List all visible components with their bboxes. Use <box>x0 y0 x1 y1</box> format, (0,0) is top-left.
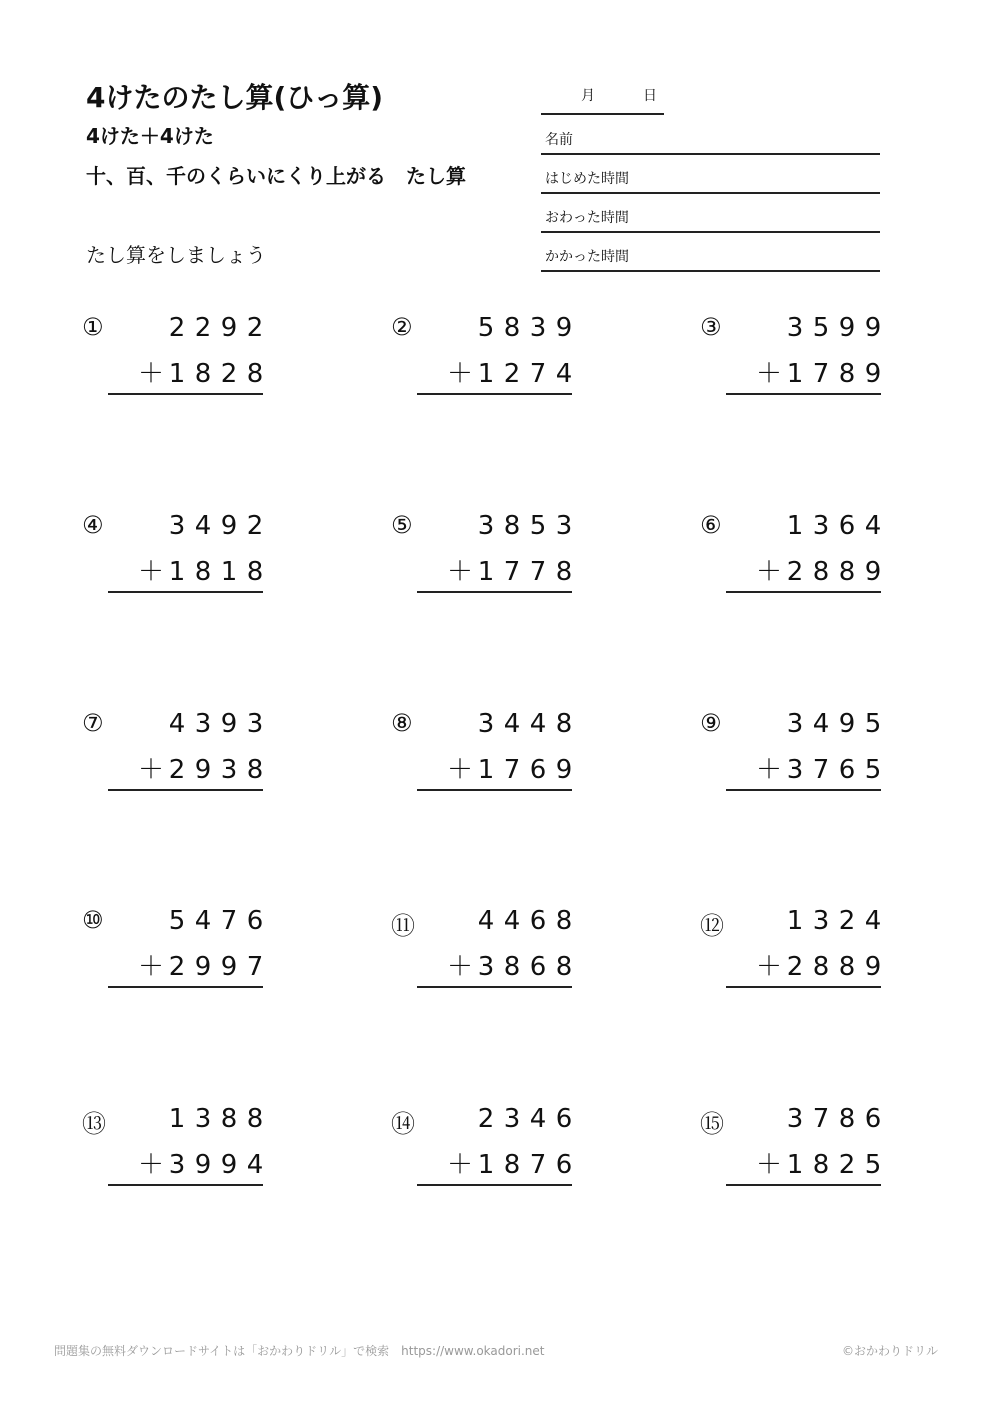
plus-sign: ＋ <box>756 952 783 982</box>
digit: 9 <box>194 952 212 982</box>
problem-3 <box>700 313 1000 403</box>
digit: 1 <box>477 359 495 389</box>
plus-sign: ＋ <box>447 755 474 785</box>
digit: 9 <box>864 557 882 587</box>
problem-number: ⑮ <box>700 1110 724 1138</box>
problem-9 <box>700 709 1000 799</box>
augend <box>726 906 886 936</box>
addend-row <box>417 1144 577 1181</box>
augend <box>417 906 577 936</box>
digit: 5 <box>864 1150 882 1180</box>
augend <box>726 511 886 541</box>
digit: 1 <box>477 1150 495 1180</box>
digit: 6 <box>246 906 264 936</box>
problem-7 <box>82 709 386 799</box>
problem-number: ⑬ <box>82 1110 106 1138</box>
plus-sign: ＋ <box>756 557 783 587</box>
augend <box>108 709 268 739</box>
problem-number: ⑭ <box>391 1110 415 1138</box>
digit: 1 <box>786 1150 804 1180</box>
plus-sign: ＋ <box>138 557 165 587</box>
problem-number: ⑧ <box>391 709 413 737</box>
digit: 5 <box>864 709 882 739</box>
digit: 9 <box>220 511 238 541</box>
plus-sign: ＋ <box>756 755 783 785</box>
problem-number: ④ <box>82 511 104 539</box>
digit: 3 <box>477 709 495 739</box>
digit: 7 <box>503 755 521 785</box>
addend-row <box>726 1144 886 1181</box>
digit: 4 <box>246 1150 264 1180</box>
digit: 9 <box>194 1150 212 1180</box>
addend <box>473 557 577 587</box>
addend-row <box>417 749 577 786</box>
addend-row <box>108 749 268 786</box>
addend-row <box>417 551 577 588</box>
answer-line[interactable] <box>726 986 881 988</box>
digit: 4 <box>864 906 882 936</box>
problem-4 <box>82 511 386 601</box>
digit: 2 <box>246 511 264 541</box>
problem-number: ⑨ <box>700 709 722 737</box>
digit: 2 <box>246 313 264 343</box>
problem-number: ⑪ <box>391 912 415 940</box>
digit: 7 <box>503 557 521 587</box>
digit: 3 <box>246 709 264 739</box>
addend <box>164 557 268 587</box>
digit: 8 <box>194 359 212 389</box>
digit: 8 <box>838 359 856 389</box>
digit: 6 <box>838 755 856 785</box>
augend <box>108 1104 268 1134</box>
footer-site-text: 問題集の無料ダウンロードサイトは「おかわりドリル」で検索 https://www.okadori.net <box>54 1344 545 1358</box>
answer-line[interactable] <box>108 393 263 395</box>
problem-number: ① <box>82 313 104 341</box>
page-subtitle: 4けた＋4けた <box>86 124 214 148</box>
digit: 9 <box>555 313 573 343</box>
page-subtitle-detail: 十、百、千のくらいにくり上がる たし算 <box>86 164 466 188</box>
answer-line[interactable] <box>108 986 263 988</box>
digit: 3 <box>812 906 830 936</box>
digit: 2 <box>168 755 186 785</box>
digit: 3 <box>503 1104 521 1134</box>
digit: 9 <box>194 755 212 785</box>
digit: 8 <box>838 1104 856 1134</box>
digit: 8 <box>555 709 573 739</box>
digit: 5 <box>812 313 830 343</box>
digit: 4 <box>529 1104 547 1134</box>
digit: 3 <box>786 1104 804 1134</box>
augend <box>417 313 577 343</box>
page-title: 4けたのたし算(ひっ算) <box>86 81 384 114</box>
problem-13 <box>82 1104 386 1194</box>
digit: 6 <box>864 1104 882 1134</box>
start-time-label: はじめた時間 <box>545 171 629 187</box>
digit: 2 <box>168 313 186 343</box>
augend <box>108 313 268 343</box>
digit: 4 <box>529 709 547 739</box>
addend <box>164 952 268 982</box>
addend <box>782 359 886 389</box>
answer-line[interactable] <box>726 789 881 791</box>
problem-number: ⑤ <box>391 511 413 539</box>
problem-6 <box>700 511 1000 601</box>
digit: 8 <box>555 906 573 936</box>
digit: 7 <box>220 906 238 936</box>
digit: 1 <box>168 359 186 389</box>
digit: 1 <box>168 557 186 587</box>
month-label: 月 <box>581 88 595 104</box>
digit: 3 <box>477 952 495 982</box>
digit: 7 <box>812 1104 830 1134</box>
footer-copyright: ©おかわりドリル <box>841 1344 938 1358</box>
answer-line[interactable] <box>417 591 572 593</box>
name-field[interactable] <box>541 116 880 155</box>
plus-sign: ＋ <box>756 1150 783 1180</box>
digit: 1 <box>477 755 495 785</box>
plus-sign: ＋ <box>756 359 783 389</box>
answer-line[interactable] <box>417 789 572 791</box>
problem-2 <box>391 313 695 403</box>
addend <box>164 1150 268 1180</box>
digit: 9 <box>864 952 882 982</box>
problem-number: ② <box>391 313 413 341</box>
addend-row <box>108 1144 268 1181</box>
digit: 7 <box>529 1150 547 1180</box>
digit: 3 <box>220 755 238 785</box>
addend-row <box>726 551 886 588</box>
addend <box>473 1150 577 1180</box>
addend <box>782 1150 886 1180</box>
digit: 8 <box>246 1104 264 1134</box>
digit: 8 <box>812 1150 830 1180</box>
digit: 3 <box>812 511 830 541</box>
digit: 8 <box>503 952 521 982</box>
digit: 8 <box>503 1150 521 1180</box>
name-label: 名前 <box>545 132 573 148</box>
digit: 3 <box>786 709 804 739</box>
augend <box>726 1104 886 1134</box>
addend <box>782 557 886 587</box>
date-field[interactable] <box>541 84 664 115</box>
digit: 4 <box>503 906 521 936</box>
digit: 9 <box>864 313 882 343</box>
digit: 3 <box>194 1104 212 1134</box>
digit: 8 <box>838 952 856 982</box>
addend-row <box>108 353 268 390</box>
digit: 9 <box>220 709 238 739</box>
elapsed-time-field[interactable] <box>541 233 880 272</box>
digit: 2 <box>838 906 856 936</box>
problem-12 <box>700 906 1000 996</box>
addend-row <box>108 946 268 983</box>
addend <box>473 359 577 389</box>
digit: 2 <box>838 1150 856 1180</box>
digit: 4 <box>503 709 521 739</box>
digit: 8 <box>812 952 830 982</box>
digit: 8 <box>246 755 264 785</box>
addend <box>473 755 577 785</box>
augend <box>108 511 268 541</box>
digit: 1 <box>786 359 804 389</box>
digit: 6 <box>529 952 547 982</box>
problem-1 <box>82 313 386 403</box>
digit: 9 <box>838 709 856 739</box>
answer-line[interactable] <box>726 1184 881 1186</box>
digit: 3 <box>786 755 804 785</box>
day-label: 日 <box>643 88 657 104</box>
digit: 4 <box>194 906 212 936</box>
addend-row <box>108 551 268 588</box>
answer-line[interactable] <box>417 986 572 988</box>
digit: 9 <box>555 755 573 785</box>
digit: 6 <box>838 511 856 541</box>
addend <box>782 952 886 982</box>
digit: 3 <box>786 313 804 343</box>
answer-line[interactable] <box>417 393 572 395</box>
plus-sign: ＋ <box>138 1150 165 1180</box>
digit: 8 <box>555 557 573 587</box>
end-time-field[interactable] <box>541 194 880 233</box>
digit: 7 <box>812 359 830 389</box>
digit: 4 <box>168 709 186 739</box>
end-time-label: おわった時間 <box>545 210 629 226</box>
digit: 7 <box>246 952 264 982</box>
augend <box>108 906 268 936</box>
addend-row <box>726 946 886 983</box>
augend <box>726 313 886 343</box>
digit: 3 <box>529 313 547 343</box>
digit: 9 <box>220 952 238 982</box>
digit: 4 <box>477 906 495 936</box>
digit: 4 <box>194 511 212 541</box>
start-time-field[interactable] <box>541 155 880 194</box>
digit: 7 <box>529 557 547 587</box>
digit: 9 <box>220 1150 238 1180</box>
digit: 2 <box>786 557 804 587</box>
problem-number: ⑥ <box>700 511 722 539</box>
digit: 1 <box>786 511 804 541</box>
digit: 1 <box>220 557 238 587</box>
digit: 4 <box>864 511 882 541</box>
digit: 1 <box>477 557 495 587</box>
problem-5 <box>391 511 695 601</box>
digit: 2 <box>168 952 186 982</box>
answer-line[interactable] <box>726 393 881 395</box>
digit: 8 <box>503 511 521 541</box>
problem-15 <box>700 1104 1000 1194</box>
digit: 4 <box>812 709 830 739</box>
addend <box>164 755 268 785</box>
digit: 5 <box>864 755 882 785</box>
digit: 9 <box>220 313 238 343</box>
augend <box>417 1104 577 1134</box>
digit: 8 <box>555 952 573 982</box>
digit: 1 <box>786 906 804 936</box>
digit: 8 <box>194 557 212 587</box>
digit: 2 <box>194 313 212 343</box>
addend-row <box>417 353 577 390</box>
digit: 1 <box>168 1104 186 1134</box>
plus-sign: ＋ <box>138 359 165 389</box>
answer-line[interactable] <box>108 1184 263 1186</box>
answer-line[interactable] <box>726 591 881 593</box>
answer-line[interactable] <box>108 789 263 791</box>
augend <box>726 709 886 739</box>
digit: 3 <box>194 709 212 739</box>
addend <box>164 359 268 389</box>
problem-number: ③ <box>700 313 722 341</box>
digit: 2 <box>786 952 804 982</box>
digit: 8 <box>246 359 264 389</box>
addend-row <box>417 946 577 983</box>
digit: 6 <box>555 1150 573 1180</box>
augend <box>417 511 577 541</box>
plus-sign: ＋ <box>447 952 474 982</box>
addend-row <box>726 353 886 390</box>
problem-number: ⑩ <box>82 906 104 934</box>
augend <box>417 709 577 739</box>
plus-sign: ＋ <box>138 952 165 982</box>
digit: 3 <box>168 511 186 541</box>
digit: 2 <box>477 1104 495 1134</box>
digit: 5 <box>529 511 547 541</box>
digit: 8 <box>220 1104 238 1134</box>
digit: 8 <box>503 313 521 343</box>
digit: 6 <box>555 1104 573 1134</box>
plus-sign: ＋ <box>447 359 474 389</box>
digit: 6 <box>529 906 547 936</box>
digit: 7 <box>812 755 830 785</box>
problem-10 <box>82 906 386 996</box>
digit: 3 <box>555 511 573 541</box>
problem-8 <box>391 709 695 799</box>
digit: 2 <box>220 359 238 389</box>
digit: 6 <box>529 755 547 785</box>
addend <box>782 755 886 785</box>
problem-number: ⑫ <box>700 912 724 940</box>
digit: 5 <box>168 906 186 936</box>
digit: 5 <box>477 313 495 343</box>
instruction-text: たし算をしましょう <box>86 243 266 267</box>
plus-sign: ＋ <box>447 1150 474 1180</box>
digit: 9 <box>838 313 856 343</box>
digit: 9 <box>864 359 882 389</box>
digit: 8 <box>246 557 264 587</box>
digit: 3 <box>168 1150 186 1180</box>
problem-number: ⑦ <box>82 709 104 737</box>
digit: 7 <box>529 359 547 389</box>
digit: 3 <box>477 511 495 541</box>
plus-sign: ＋ <box>138 755 165 785</box>
addend <box>473 952 577 982</box>
digit: 2 <box>503 359 521 389</box>
digit: 8 <box>838 557 856 587</box>
digit: 8 <box>812 557 830 587</box>
problem-11 <box>391 906 695 996</box>
addend-row <box>726 749 886 786</box>
plus-sign: ＋ <box>447 557 474 587</box>
problem-14 <box>391 1104 695 1194</box>
elapsed-time-label: かかった時間 <box>545 249 629 265</box>
digit: 4 <box>555 359 573 389</box>
answer-line[interactable] <box>108 591 263 593</box>
answer-line[interactable] <box>417 1184 572 1186</box>
